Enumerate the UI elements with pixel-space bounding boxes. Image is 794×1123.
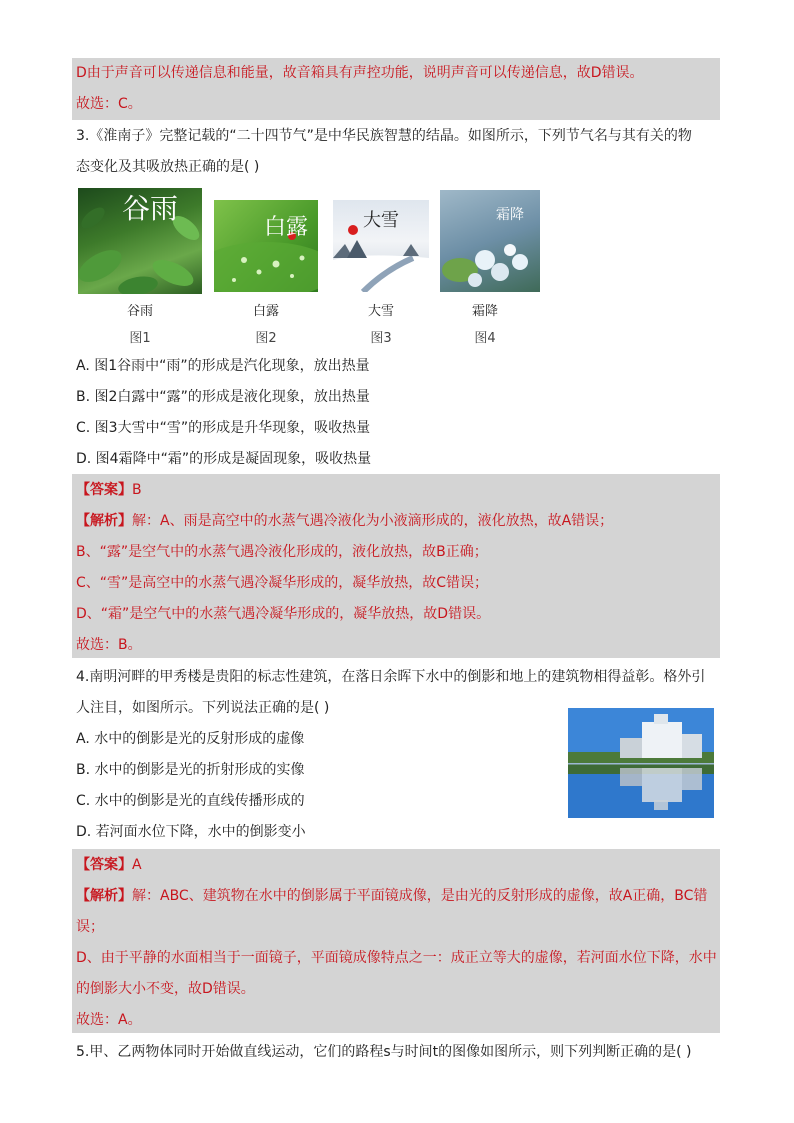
q3-answer-line xyxy=(76,480,142,500)
q4-answer-line xyxy=(76,855,142,875)
figure-shuangjiang-label: 图4 xyxy=(474,331,496,346)
q4-stem-line1: 4.南明河畔的甲秀楼是贵阳的标志性建筑，在落日余晖下水中的倒影和地上的建筑物相得益彰。格外引 xyxy=(76,669,706,685)
q4-answer-tag: 【答案】 xyxy=(76,857,132,873)
figure-bailu-label: 图2 xyxy=(255,331,277,346)
q4-analysis-text1: 解：ABC、建筑物在水中的倒影属于平面镜成像，是由光的反射形成的虚像，故A正确，BC错 xyxy=(132,888,708,904)
figure-guyu-image xyxy=(78,188,202,294)
figure-shuangjiang-overlay: 霜降 xyxy=(496,207,524,223)
figure-daxue-image xyxy=(333,200,429,292)
figure-daxue-label: 图3 xyxy=(370,331,392,346)
q3-answer-value: B xyxy=(132,482,142,498)
building-reflection-icon xyxy=(568,708,714,818)
q3-stem-line1: 3.《淮南子》完整记载的“二十四节气”是中华民族智慧的结晶。如图所示，下列节气名与其有关的物 xyxy=(76,128,692,144)
q3-option-b: B. 图2白露中“露”的形成是液化现象，放出热量 xyxy=(76,389,370,405)
q4-answer-value: A xyxy=(132,857,142,873)
q3-answer-band xyxy=(72,474,720,658)
figure-shuangjiang-image xyxy=(440,190,540,292)
frost-icon xyxy=(440,190,540,292)
figure-daxue-overlay: 大雪 xyxy=(363,210,399,231)
q3-option-d: D. 图4霜降中“霜”的形成是凝固现象，吸收热量 xyxy=(76,451,372,467)
q3-answer-tag: 【答案】 xyxy=(76,482,132,498)
figure-guyu-label: 图1 xyxy=(129,331,151,346)
q3-option-c: C. 图3大雪中“雪”的形成是升华现象，吸收热量 xyxy=(76,420,371,436)
q4-analysis-line1 xyxy=(76,886,707,906)
q3-stem-line2: 态变化及其吸放热正确的是( ) xyxy=(76,159,260,175)
q4-option-a: A. 水中的倒影是光的反射形成的虚像 xyxy=(76,731,305,747)
q5-stem: 5.甲、乙两物体同时开始做直线运动，它们的路程s与时间t的图像如图所示，则下列判断正确的是( ) xyxy=(76,1044,692,1060)
q4-answer-band xyxy=(72,849,720,1033)
figure-bailu-image xyxy=(214,200,318,292)
figure-guyu-overlay: 谷雨 xyxy=(122,192,179,225)
q4-option-d: D. 若河面水位下降，水中的倒影变小 xyxy=(76,824,306,840)
prev-answer-choice: 故选：C。 xyxy=(76,96,142,112)
q4-stem-line2: 人注目，如图所示。下列说法正确的是( ) xyxy=(76,700,330,716)
q4-analysis-tag: 【解析】 xyxy=(76,888,132,904)
q4-choice: 故选：A。 xyxy=(76,1012,142,1028)
figure-guyu-caption: 谷雨 xyxy=(126,304,153,319)
q4-option-b: B. 水中的倒影是光的折射形成的实像 xyxy=(76,762,305,778)
q3-analysis-line1 xyxy=(76,511,613,531)
figure-reflection-image xyxy=(568,708,714,818)
q3-analysis-line2: B、“露”是空气中的水蒸气遇冷液化形成的，液化放热，故B正确； xyxy=(76,544,488,560)
q3-option-a: A. 图1谷雨中“雨”的形成是汽化现象，放出热量 xyxy=(76,358,370,374)
q4-analysis-line4: 的倒影大小不变，故D错误。 xyxy=(76,981,255,997)
q3-analysis-line3: C、“雪”是高空中的水蒸气遇冷凝华形成的，凝华放热，故C错误； xyxy=(76,575,489,591)
prev-answer-d: D由于声音可以传递信息和能量，故音箱具有声控功能，说明声音可以传递信息，故D错误。 xyxy=(76,65,644,81)
q3-choice: 故选：B。 xyxy=(76,637,142,653)
figure-shuangjiang-caption: 霜降 xyxy=(471,304,498,319)
q4-analysis-line3: D、由于平静的水面相当于一面镜子，平面镜成像特点之一：成正立等大的虚像，若河面水位下降，水中 xyxy=(76,950,717,966)
q3-analysis-line4: D、“霜”是空气中的水蒸气遇冷凝华形成的，凝华放热，故D错误。 xyxy=(76,606,491,622)
q3-analysis-text1: 解：A、雨是高空中的水蒸气遇冷液化为小液滴形成的，液化放热，故A错误； xyxy=(132,513,614,529)
q4-analysis-line2: 误； xyxy=(76,919,104,935)
q3-analysis-tag: 【解析】 xyxy=(76,513,132,529)
figure-daxue-caption: 大雪 xyxy=(367,304,394,319)
figure-bailu-caption: 白露 xyxy=(252,304,279,319)
q4-option-c: C. 水中的倒影是光的直线传播形成的 xyxy=(76,793,305,809)
figure-bailu-overlay: 白露 xyxy=(264,215,309,240)
